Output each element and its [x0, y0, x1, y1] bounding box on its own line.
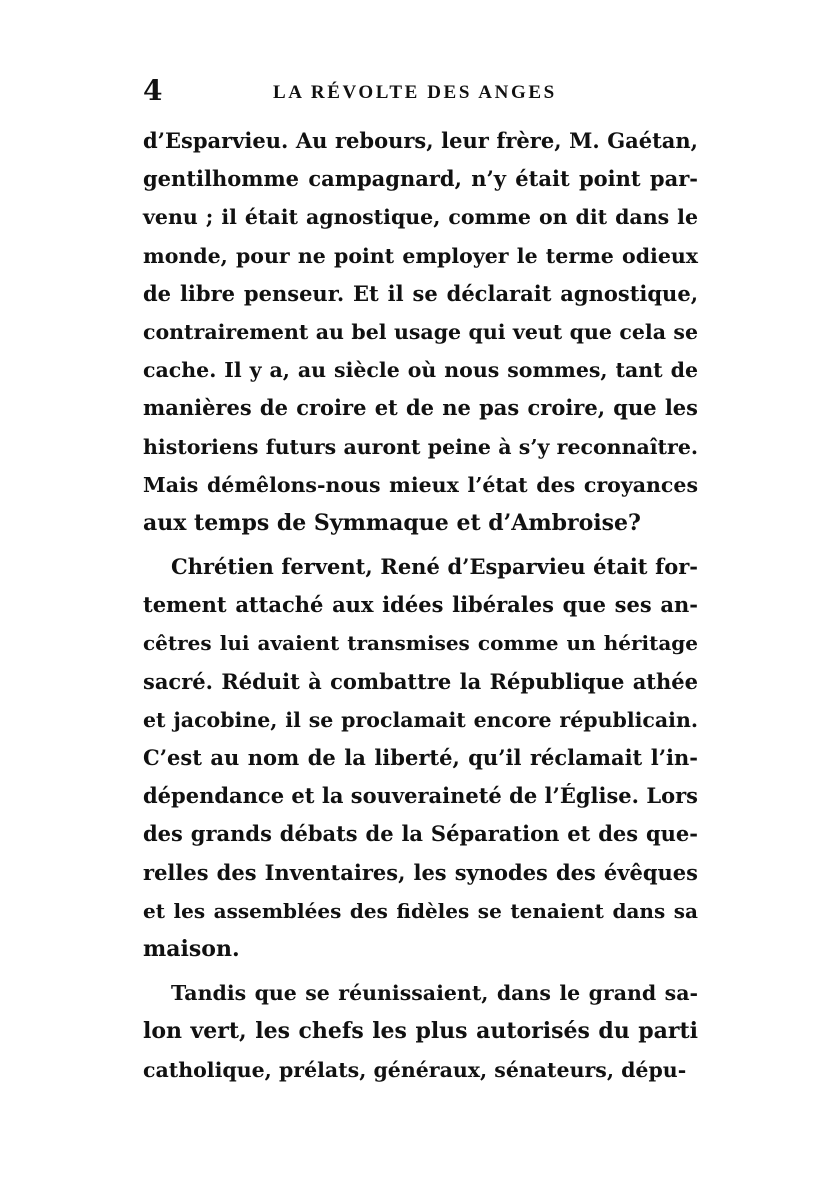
- paragraph: [143, 548, 698, 968]
- text-line: et jacobine, il se proclamait encore républicain.: [143, 707, 698, 732]
- body-text: [143, 122, 698, 1089]
- text-line: sacré. Réduit à combattre la République athée: [143, 668, 698, 694]
- text-line: aux temps de Symmaque et d’Ambroise?: [143, 509, 641, 536]
- text-line: Tandis que se réunissaient, dans le grand sa-: [171, 981, 698, 1006]
- paragraph: [143, 974, 698, 1089]
- text-line: Chrétien fervent, René d’Esparvieu était for-: [171, 554, 698, 580]
- text-line: lon vert, les chefs les plus autorisés du parti: [143, 1018, 698, 1045]
- text-line: relles des Inventaires, les synodes des évêques: [143, 859, 698, 885]
- text-line: de libre penseur. Et il se déclarait agnostique,: [143, 280, 698, 306]
- text-line: et les assemblées des fidèles se tenaient dans sa: [143, 898, 698, 923]
- text-line: cêtres lui avaient transmises comme un héritage: [143, 631, 698, 656]
- text-line: tement attaché aux idées libérales que ses an-: [143, 592, 698, 618]
- text-line: monde, pour ne point employer le terme odieux: [143, 243, 698, 268]
- text-line: catholique, prélats, généraux, sénateurs, dépu-: [143, 1057, 687, 1082]
- book-title: LA RÉVOLTE DES ANGES: [273, 82, 557, 103]
- page-number: 4: [143, 74, 163, 107]
- text-line: d’Esparvieu. Au rebours, leur frère, M. Gaétan,: [143, 128, 698, 153]
- text-line: C’est au nom de la liberté, qu’il réclamait l’in-: [143, 745, 698, 770]
- text-line: manières de croire et de ne pas croire, que les: [143, 395, 698, 421]
- text-line: cache. Il y a, au siècle où nous sommes, tant de: [143, 358, 698, 383]
- paragraph: [143, 122, 698, 542]
- text-line: maison.: [143, 935, 240, 962]
- text-line: dépendance et la souveraineté de l’Église. Lors: [143, 783, 698, 809]
- text-line: contrairement au bel usage qui veut que cela se: [143, 319, 698, 344]
- text-line: venu ; il était agnostique, comme on dit dans le: [143, 205, 698, 230]
- text-line: historiens futurs auront peine à s’y reconnaître.: [143, 434, 698, 459]
- running-head: [143, 74, 688, 108]
- text-line: gentilhomme campagnard, n’y était point par-: [143, 166, 698, 192]
- text-line: Mais démêlons-nous mieux l’état des croyances: [143, 472, 698, 497]
- text-line: des grands débats de la Séparation et des que-: [143, 821, 698, 847]
